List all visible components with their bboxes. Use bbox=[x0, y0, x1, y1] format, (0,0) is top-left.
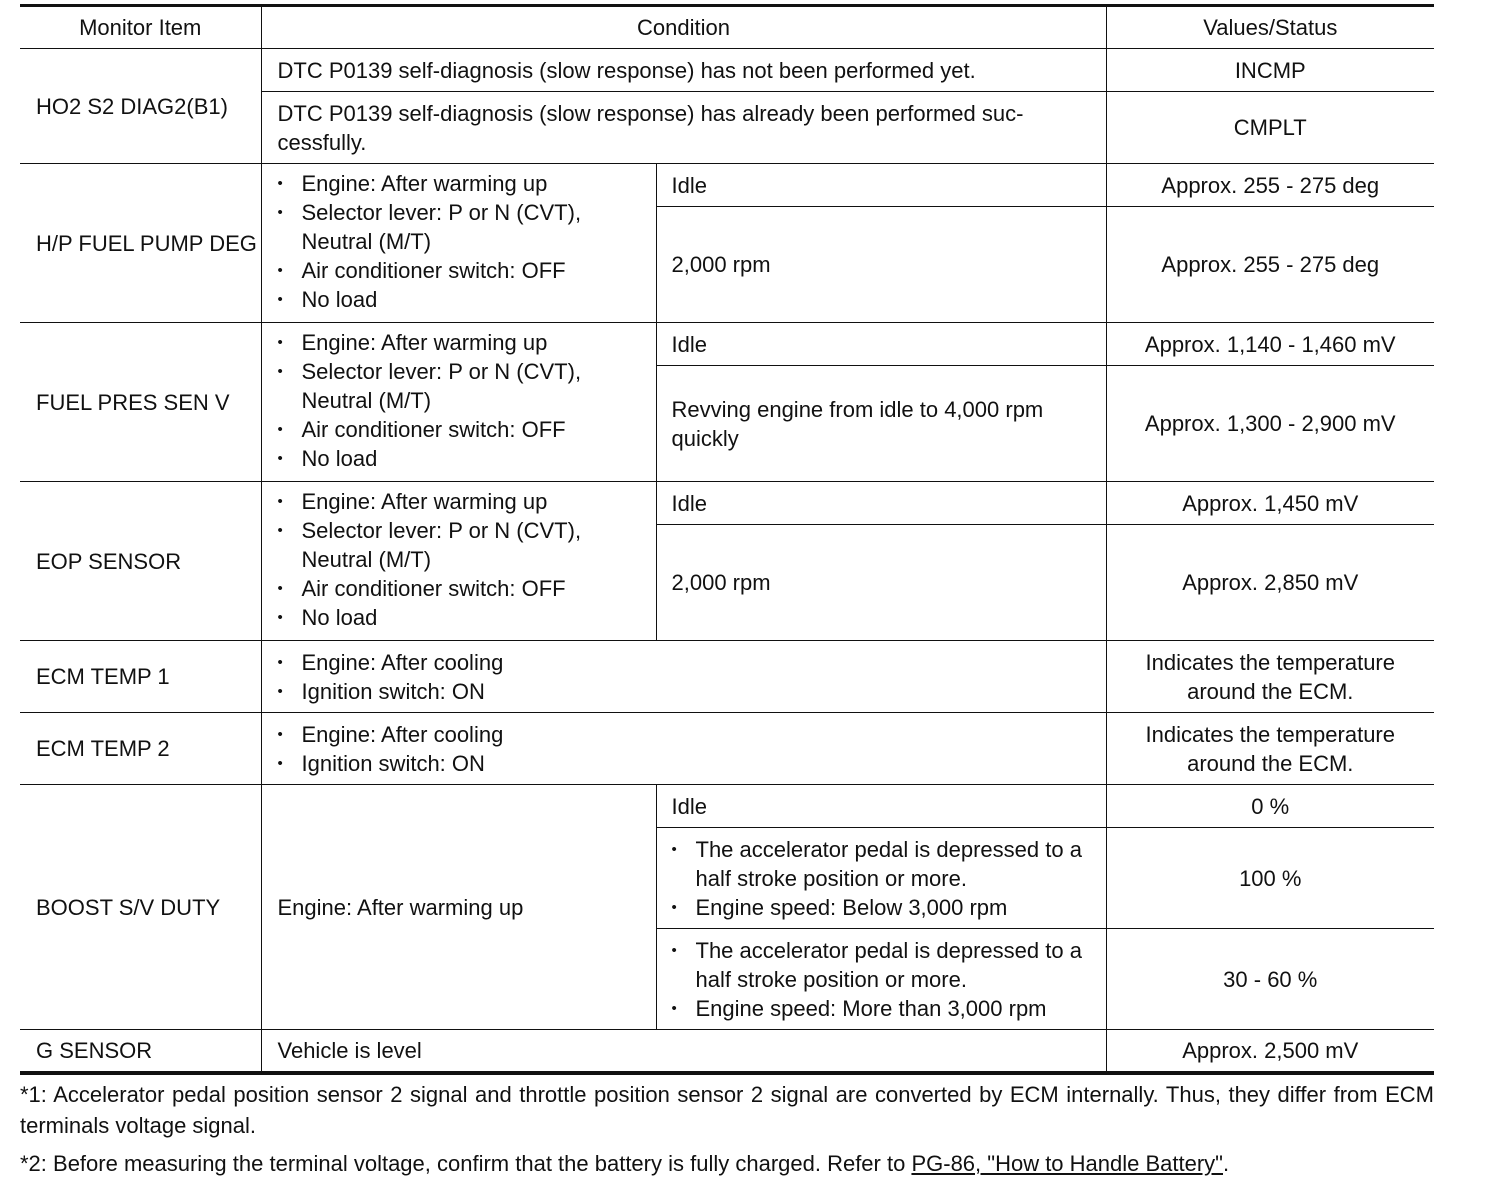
table-row bbox=[20, 482, 1434, 525]
table-row bbox=[20, 1030, 1434, 1073]
list-item: • Selector lever: P or N (CVT), Neutral (M/T) bbox=[278, 357, 638, 415]
sub-condition-cell: Idle bbox=[656, 323, 1106, 366]
sub-condition-cell bbox=[656, 929, 1106, 1030]
value-cell: Approx. 1,300 - 2,900 mV bbox=[1106, 366, 1434, 482]
list-item: • Ignition switch: ON bbox=[278, 749, 1088, 778]
sub-condition-cell: 2,000 rpm bbox=[656, 207, 1106, 323]
footnote-2 bbox=[20, 1148, 1434, 1179]
list-item: • Engine: After cooling bbox=[278, 648, 1088, 677]
list-item: • Selector lever: P or N (CVT), Neutral (M/T) bbox=[278, 198, 638, 256]
condition-cell: Engine: After warming up bbox=[261, 785, 656, 1030]
sub-condition-cell: Idle bbox=[656, 482, 1106, 525]
list-item: • Ignition switch: ON bbox=[278, 677, 1088, 706]
condition-cell bbox=[261, 323, 656, 482]
list-item: • Air conditioner switch: OFF bbox=[278, 415, 638, 444]
table-header-row bbox=[20, 6, 1434, 49]
sub-condition-cell: Idle bbox=[656, 785, 1106, 828]
value-cell: 30 - 60 % bbox=[1106, 929, 1434, 1030]
condition-cell bbox=[261, 164, 656, 323]
condition-list bbox=[672, 835, 1092, 922]
condition-cell bbox=[261, 713, 1106, 785]
list-item: • Engine speed: More than 3,000 rpm bbox=[672, 994, 1092, 1023]
value-cell: Approx. 1,450 mV bbox=[1106, 482, 1434, 525]
value-line: around the ECM. bbox=[1187, 678, 1354, 704]
condition-cell bbox=[261, 641, 1106, 713]
value-cell: CMPLT bbox=[1106, 92, 1434, 164]
condition-line: cessfully. bbox=[277, 129, 367, 155]
header-values-status: Values/Status bbox=[1106, 6, 1434, 49]
condition-list bbox=[278, 720, 1088, 778]
condition-line: DTC P0139 self-diagnosis (slow response) has already been performed suc- bbox=[277, 100, 1024, 126]
condition-cell bbox=[261, 482, 656, 641]
monitor-item-g-sensor: G SENSOR bbox=[20, 1030, 261, 1073]
list-item: • Engine: After cooling bbox=[278, 720, 1088, 749]
monitor-item-ho2s2: HO2 S2 DIAG2(B1) bbox=[20, 49, 261, 164]
value-cell: 0 % bbox=[1106, 785, 1434, 828]
sub-condition-cell: Revving engine from idle to 4,000 rpm quickly bbox=[656, 366, 1106, 482]
condition-cell: Vehicle is level bbox=[261, 1030, 1106, 1073]
value-cell bbox=[1106, 641, 1434, 713]
list-item: • No load bbox=[278, 444, 638, 473]
condition-list bbox=[278, 487, 638, 632]
value-line: around the ECM. bbox=[1187, 750, 1354, 776]
monitor-item-fuel-pres: FUEL PRES SEN V bbox=[20, 323, 261, 482]
table-row bbox=[20, 785, 1434, 828]
value-cell: Approx. 2,500 mV bbox=[1106, 1030, 1434, 1073]
value-line: Indicates the temperature bbox=[1145, 721, 1395, 747]
list-item: • The accelerator pedal is depressed to a half stroke position or more. bbox=[672, 936, 1092, 994]
list-item: • Engine: After warming up bbox=[278, 487, 638, 516]
sub-condition-cell: Idle bbox=[656, 164, 1106, 207]
list-item: • Air conditioner switch: OFF bbox=[278, 256, 638, 285]
list-item: • No load bbox=[278, 285, 638, 314]
value-cell: 100 % bbox=[1106, 828, 1434, 929]
table-row bbox=[20, 641, 1434, 713]
monitor-item-eop: EOP SENSOR bbox=[20, 482, 261, 641]
condition-list bbox=[278, 328, 638, 473]
condition-list bbox=[278, 169, 638, 314]
list-item: • No load bbox=[278, 603, 638, 632]
battery-handling-link[interactable]: PG-86, "How to Handle Battery" bbox=[911, 1151, 1223, 1176]
monitor-item-ecm-temp1: ECM TEMP 1 bbox=[20, 641, 261, 713]
list-item: • Engine: After warming up bbox=[278, 169, 638, 198]
value-cell: Approx. 255 - 275 deg bbox=[1106, 164, 1434, 207]
list-item: • Selector lever: P or N (CVT), Neutral (M/T) bbox=[278, 516, 638, 574]
list-item: • Air conditioner switch: OFF bbox=[278, 574, 638, 603]
header-condition: Condition bbox=[261, 6, 1106, 49]
footnotes bbox=[20, 1079, 1434, 1186]
table-row bbox=[20, 323, 1434, 366]
condition-list bbox=[672, 936, 1092, 1023]
condition-cell bbox=[261, 92, 1106, 164]
value-cell: Approx. 255 - 275 deg bbox=[1106, 207, 1434, 323]
condition-list bbox=[278, 648, 1088, 706]
footnote-2-text: *2: Before measuring the terminal voltage, confirm that the battery is fully charged. Refer to bbox=[20, 1151, 912, 1176]
value-cell: INCMP bbox=[1106, 49, 1434, 92]
monitor-table bbox=[20, 4, 1434, 1075]
spec-sheet bbox=[20, 4, 1434, 1075]
list-item: • Engine speed: Below 3,000 rpm bbox=[672, 893, 1092, 922]
sub-condition-cell bbox=[656, 828, 1106, 929]
sub-condition-cell: 2,000 rpm bbox=[656, 525, 1106, 641]
value-cell: Approx. 2,850 mV bbox=[1106, 525, 1434, 641]
table-row bbox=[20, 713, 1434, 785]
table-row bbox=[20, 49, 1434, 92]
list-item: • Engine: After warming up bbox=[278, 328, 638, 357]
value-cell bbox=[1106, 713, 1434, 785]
monitor-item-ecm-temp2: ECM TEMP 2 bbox=[20, 713, 261, 785]
value-line: Indicates the temperature bbox=[1145, 649, 1395, 675]
table-row bbox=[20, 164, 1434, 207]
value-cell: Approx. 1,140 - 1,460 mV bbox=[1106, 323, 1434, 366]
monitor-item-boost: BOOST S/V DUTY bbox=[20, 785, 261, 1030]
monitor-item-hp-fuel-pump: H/P FUEL PUMP DEG bbox=[20, 164, 261, 323]
footnote-2-suffix: . bbox=[1223, 1151, 1230, 1176]
list-item: • The accelerator pedal is depressed to a half stroke position or more. bbox=[672, 835, 1092, 893]
condition-cell: DTC P0139 self-diagnosis (slow response) has not been performed yet. bbox=[261, 49, 1106, 92]
footnote-1: *1: Accelerator pedal position sensor 2 signal and throttle position sensor 2 signal are converted by ECM internally. Thus, they differ from ECM terminals voltage signal. bbox=[20, 1082, 1434, 1138]
header-monitor-item: Monitor Item bbox=[20, 6, 261, 49]
